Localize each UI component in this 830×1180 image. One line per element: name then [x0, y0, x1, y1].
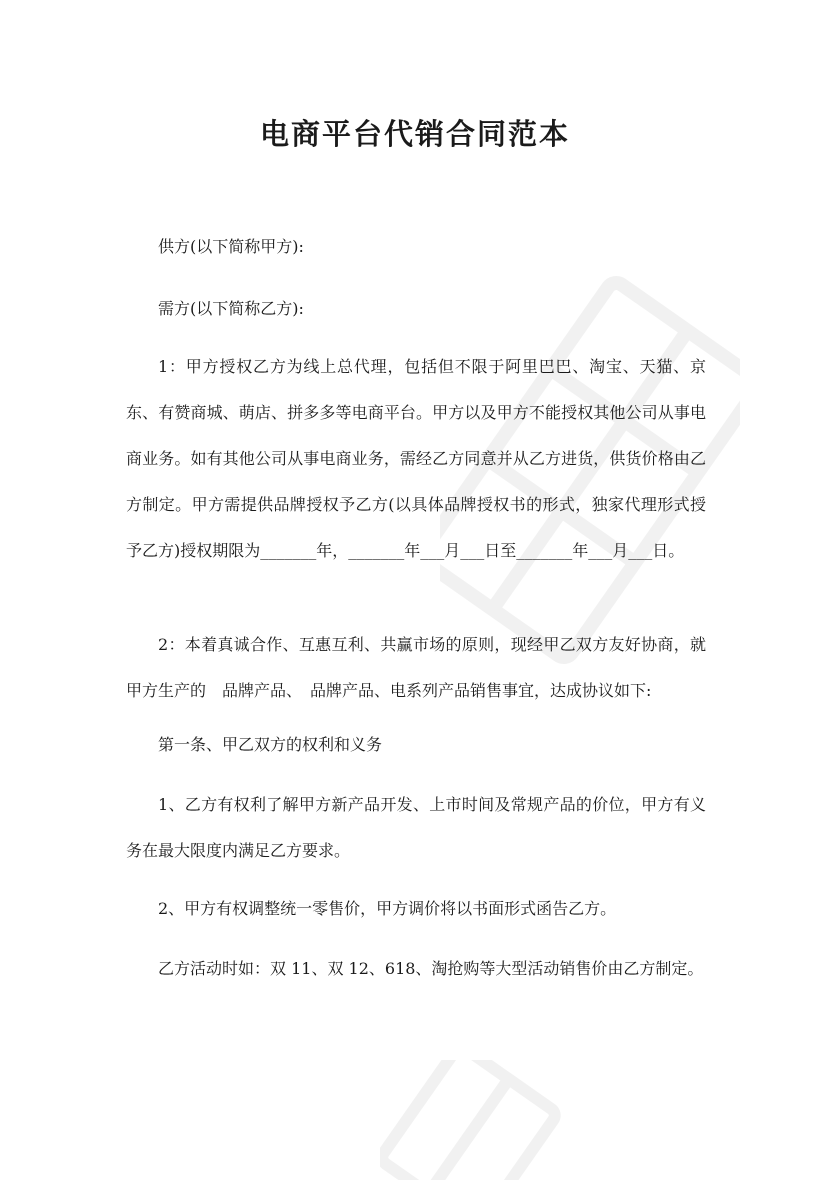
activity-paragraph: 乙方活动时如：双 11、双 12、618、淘抢购等大型活动销售价由乙方制定。: [158, 959, 704, 978]
clause-1-paragraph: 1：甲方授权乙方为线上总代理，包括但不限于阿里巴巴、淘宝、天猫、京东、有赞商城、萌店、拼多多等电商平台。甲方以及甲方不能授权其他公司从事电商业务。如有其他公司从事电商业务，需经乙方同意并从乙方进货，供货价格由乙方制定。甲方需提供品牌授权予乙方(以具体品牌授权书的形式，独家代理形式授予乙方)授权期限为_______年，_______年___月___日至_______年___月___日。: [126, 357, 706, 560]
document-title: 电商平台代销合同范本: [259, 117, 570, 151]
article-1-heading: 第一条、甲乙双方的权利和义务: [158, 735, 383, 754]
right-2-paragraph: 2、甲方有权调整统一零售价，甲方调价将以书面形式函告乙方。: [158, 899, 617, 918]
watermark-icon: [380, 1060, 580, 1180]
clause-2-paragraph: 2：本着真诚合作、互惠互利、共赢市场的原则，现经甲乙双方友好协商，就甲方生产的 品牌产品、 品牌产品、电系列产品销售事宜，达成协议如下:: [126, 635, 706, 700]
right-1-paragraph: 1、乙方有权利了解甲方新产品开发、上市时间及常规产品的价位，甲方有义务在最大限度内满足乙方要求。: [126, 795, 706, 860]
supplier-line: 供方(以下简称甲方):: [158, 237, 304, 256]
buyer-line: 需方(以下简称乙方):: [158, 299, 304, 318]
